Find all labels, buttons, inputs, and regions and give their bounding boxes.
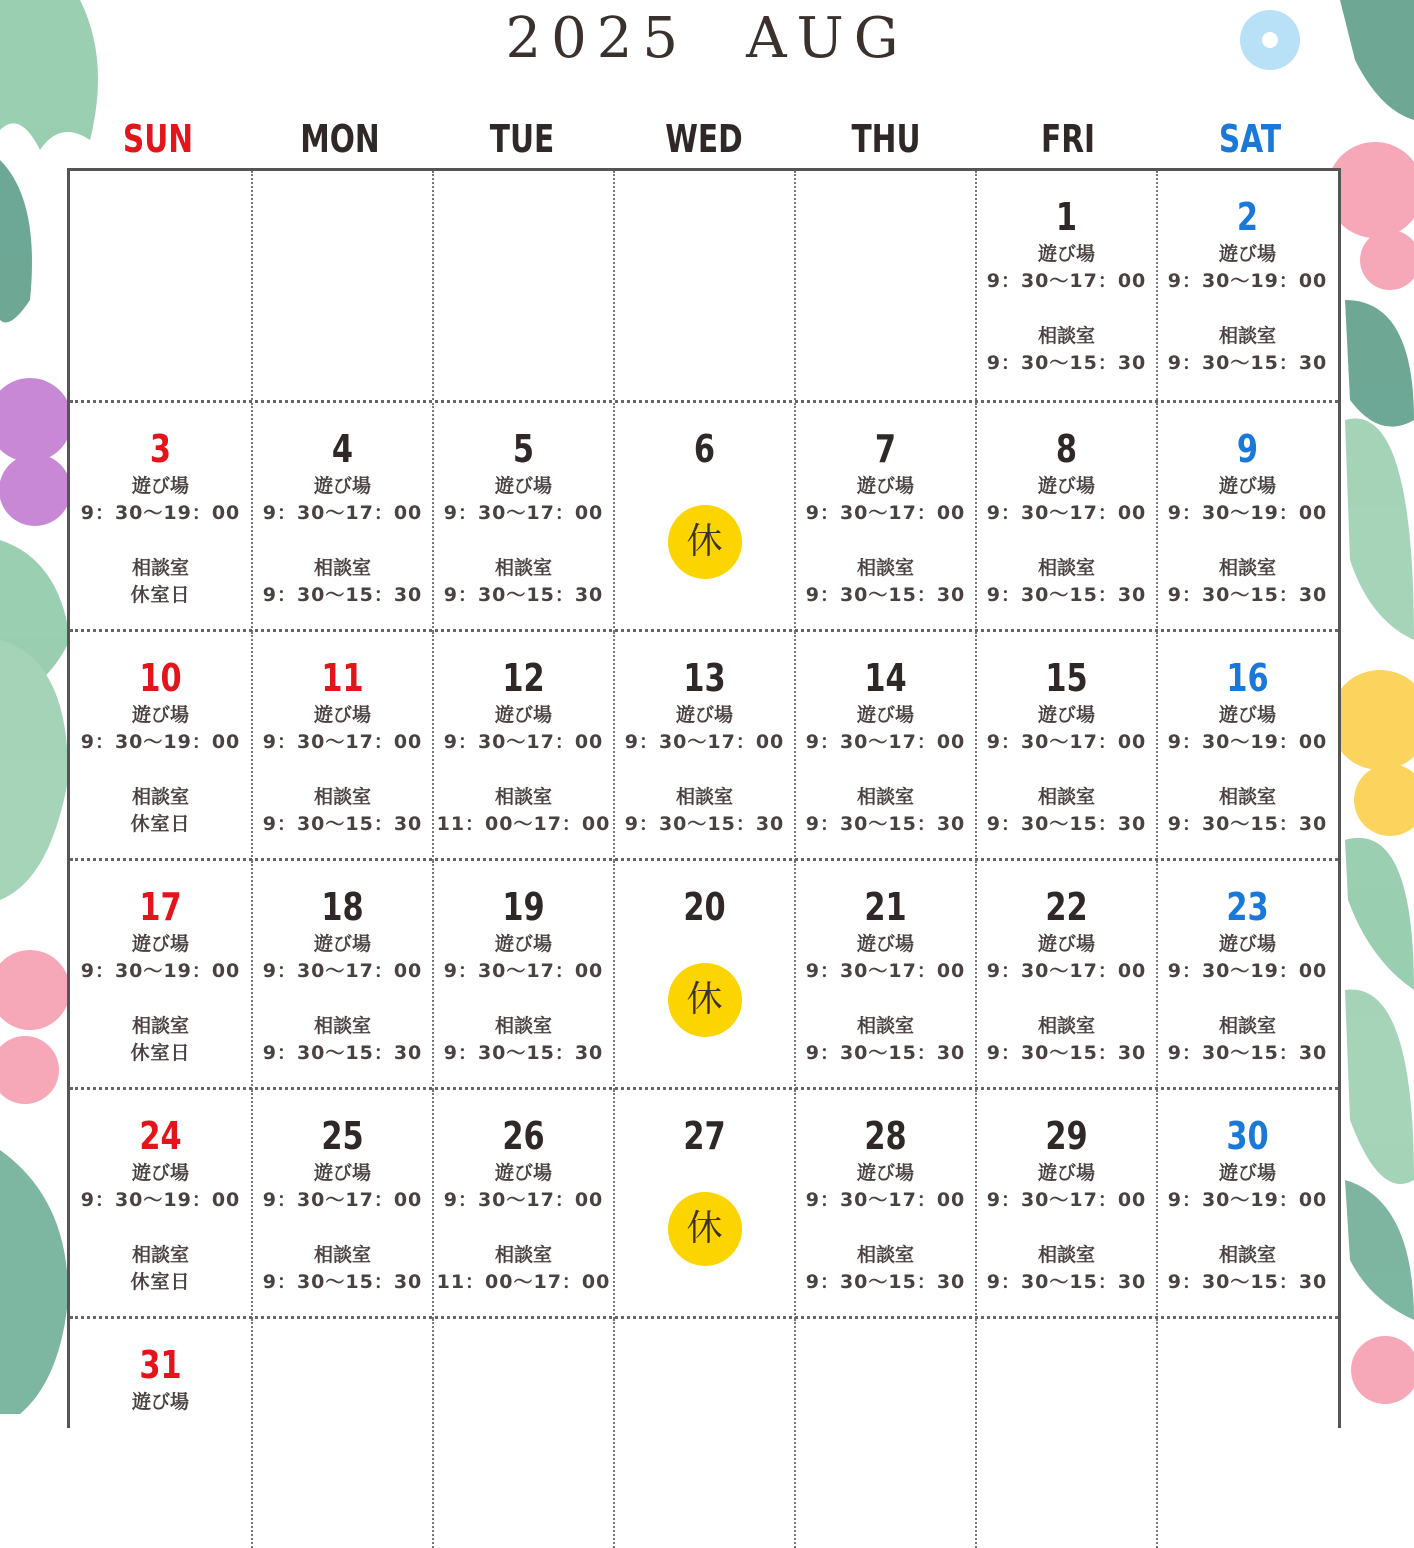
play-area-hours: 9：30〜17：00 [262, 502, 423, 524]
play-area-hours: 9：30〜19：00 [80, 1189, 241, 1211]
play-area-label: 遊び場 [856, 1162, 914, 1184]
consult-room-label: 相談室 [1037, 1015, 1095, 1037]
day-number: 17 [139, 885, 182, 929]
day-number: 4 [331, 427, 354, 471]
weekday-sun: SUN [122, 117, 194, 161]
calendar-day-cell [613, 632, 794, 861]
play-area-label: 遊び場 [494, 475, 552, 497]
consult-room-hours: 9：30〜15：30 [986, 1042, 1147, 1064]
consult-room-label: 相談室 [1037, 1244, 1095, 1266]
calendar-day-cell [432, 1090, 613, 1319]
day-number: 18 [321, 885, 364, 929]
consult-room-hours: 9：30〜15：30 [805, 1042, 966, 1064]
calendar-week-row [70, 858, 1338, 1090]
consult-room-hours: 9：30〜15：30 [1167, 584, 1328, 606]
play-area-label: 遊び場 [1037, 1162, 1095, 1184]
consult-room-label: 相談室 [313, 786, 371, 808]
calendar-day-cell [251, 1319, 432, 1548]
consult-room-label: 相談室 [856, 1015, 914, 1037]
day-number: 3 [149, 427, 172, 471]
play-area-label: 遊び場 [494, 704, 552, 726]
play-area-hours: 9：30〜17：00 [262, 960, 423, 982]
calendar-week-row [70, 171, 1338, 400]
day-number: 13 [683, 656, 726, 700]
calendar-day-cell [432, 403, 613, 632]
play-area-hours: 9：30〜19：00 [80, 960, 241, 982]
consult-room-hours: 休室日 [130, 813, 191, 835]
calendar-day-cell [251, 861, 432, 1090]
calendar-day-cell [794, 632, 975, 861]
consult-room-hours: 9：30〜15：30 [805, 1271, 966, 1293]
play-area-label: 遊び場 [131, 933, 189, 955]
play-area-label: 遊び場 [313, 933, 371, 955]
consult-room-hours: 休室日 [130, 1271, 191, 1293]
consult-room-hours: 9：30〜15：30 [805, 584, 966, 606]
closed-day-badge: 休 [668, 505, 742, 579]
day-number: 21 [864, 885, 907, 929]
consult-room-label: 相談室 [1218, 325, 1276, 347]
calendar-day-cell [1156, 632, 1337, 861]
consult-room-label: 相談室 [1218, 786, 1276, 808]
day-number: 30 [1226, 1114, 1269, 1158]
consult-room-label: 相談室 [856, 786, 914, 808]
consult-room-label: 相談室 [494, 1244, 552, 1266]
day-number: 19 [502, 885, 545, 929]
calendar-day-cell [1156, 171, 1337, 400]
consult-room-label: 相談室 [494, 557, 552, 579]
play-area-label: 遊び場 [494, 933, 552, 955]
closed-day-badge: 休 [668, 1192, 742, 1266]
day-number: 24 [139, 1114, 182, 1158]
play-area-hours: 9：30〜19：00 [1167, 960, 1328, 982]
calendar-day-cell [70, 1319, 251, 1548]
consult-room-hours: 9：30〜15：30 [262, 584, 423, 606]
calendar-week-row [70, 629, 1338, 861]
consult-room-hours: 9：30〜15：30 [262, 813, 423, 835]
calendar-day-cell [975, 1090, 1156, 1319]
play-area-label: 遊び場 [131, 704, 189, 726]
calendar-day-cell [975, 1319, 1156, 1548]
calendar-day-cell [794, 1090, 975, 1319]
calendar-day-cell [432, 861, 613, 1090]
day-number: 10 [139, 656, 182, 700]
consult-room-label: 相談室 [1218, 1244, 1276, 1266]
consult-room-hours: 9：30〜15：30 [443, 1042, 604, 1064]
calendar-day-cell [794, 861, 975, 1090]
calendar-week-row [70, 1087, 1338, 1319]
play-area-hours: 9：30〜17：00 [262, 1189, 423, 1211]
play-area-label: 遊び場 [1218, 243, 1276, 265]
day-number: 29 [1045, 1114, 1088, 1158]
play-area-hours: 9：30〜17：00 [624, 731, 785, 753]
weekday-wed: WED [665, 117, 743, 161]
play-area-hours: 9：30〜19：00 [1167, 270, 1328, 292]
consult-room-label: 相談室 [131, 557, 189, 579]
play-area-hours: 9：30〜19：00 [1167, 502, 1328, 524]
calendar-day-cell [613, 171, 794, 400]
play-area-label: 遊び場 [1037, 475, 1095, 497]
calendar-day-cell [794, 171, 975, 400]
play-area-label: 遊び場 [1218, 1162, 1276, 1184]
calendar-day-cell [432, 1319, 613, 1548]
play-area-hours: 9：30〜17：00 [986, 960, 1147, 982]
day-number: 28 [864, 1114, 907, 1158]
play-area-hours: 9：30〜17：00 [805, 731, 966, 753]
consult-room-hours: 9：30〜15：30 [262, 1271, 423, 1293]
consult-room-hours: 9：30〜15：30 [986, 584, 1147, 606]
consult-room-label: 相談室 [1037, 325, 1095, 347]
day-number: 14 [864, 656, 907, 700]
day-number: 20 [683, 885, 726, 929]
calendar-day-cell [613, 1319, 794, 1548]
calendar-day-cell [1156, 1090, 1337, 1319]
calendar-day-cell [70, 861, 251, 1090]
play-area-label: 遊び場 [1218, 475, 1276, 497]
calendar-day-cell [251, 171, 432, 400]
play-area-label: 遊び場 [313, 475, 371, 497]
consult-room-hours: 9：30〜15：30 [1167, 813, 1328, 835]
play-area-label: 遊び場 [313, 1162, 371, 1184]
consult-room-hours: 9：30〜15：30 [986, 352, 1147, 374]
day-number: 15 [1045, 656, 1088, 700]
calendar-day-cell [432, 632, 613, 861]
day-number: 1 [1055, 195, 1078, 239]
consult-room-label: 相談室 [1037, 786, 1095, 808]
consult-room-hours: 9：30〜15：30 [443, 584, 604, 606]
play-area-label: 遊び場 [131, 1162, 189, 1184]
consult-room-hours: 9：30〜15：30 [1167, 1042, 1328, 1064]
day-number: 31 [139, 1343, 182, 1387]
calendar-day-cell [70, 171, 251, 400]
play-area-label: 遊び場 [856, 475, 914, 497]
calendar-day-cell [794, 1319, 975, 1548]
consult-room-hours: 11：00〜17：00 [436, 813, 611, 835]
weekday-tue: TUE [489, 117, 555, 161]
weekday-mon: MON [300, 117, 380, 161]
consult-room-label: 相談室 [131, 1244, 189, 1266]
consult-room-hours: 休室日 [130, 584, 191, 606]
calendar-day-cell [1156, 861, 1337, 1090]
play-area-label: 遊び場 [1037, 933, 1095, 955]
calendar-day-cell [432, 171, 613, 400]
consult-room-label: 相談室 [494, 1015, 552, 1037]
calendar-day-cell [794, 403, 975, 632]
play-area-hours: 9：30〜19：00 [1167, 731, 1328, 753]
play-area-hours: 9：30〜19：00 [80, 731, 241, 753]
calendar-grid [67, 168, 1341, 1428]
weekday-sat: SAT [1218, 117, 1282, 161]
calendar-day-cell [975, 403, 1156, 632]
consult-room-label: 相談室 [313, 1015, 371, 1037]
play-area-label: 遊び場 [1037, 243, 1095, 265]
play-area-hours: 9：30〜19：00 [80, 502, 241, 524]
weekday-fri: FRI [1040, 117, 1096, 161]
play-area-hours: 9：30〜17：00 [443, 960, 604, 982]
play-area-label: 遊び場 [131, 475, 189, 497]
weekday-header [67, 110, 1341, 168]
play-area-label: 遊び場 [675, 704, 733, 726]
calendar-title [0, 6, 1414, 71]
calendar-year: 2025 [505, 6, 689, 71]
consult-room-label: 相談室 [856, 557, 914, 579]
calendar-day-cell [975, 861, 1156, 1090]
calendar-day-cell [613, 1090, 794, 1319]
calendar-day-cell [70, 632, 251, 861]
closed-day-badge: 休 [668, 963, 742, 1037]
play-area-label: 遊び場 [131, 1391, 189, 1413]
consult-room-hours: 休室日 [130, 1042, 191, 1064]
consult-room-label: 相談室 [1218, 1015, 1276, 1037]
consult-room-hours: 9：30〜15：30 [1167, 1271, 1328, 1293]
play-area-label: 遊び場 [856, 933, 914, 955]
day-number: 11 [321, 656, 364, 700]
play-area-hours: 9：30〜17：00 [986, 731, 1147, 753]
consult-room-hours: 9：30〜15：30 [986, 813, 1147, 835]
day-number: 16 [1226, 656, 1269, 700]
calendar-day-cell [975, 171, 1156, 400]
day-number: 5 [512, 427, 535, 471]
calendar-day-cell [251, 632, 432, 861]
day-number: 27 [683, 1114, 726, 1158]
consult-room-hours: 11：00〜17：00 [436, 1271, 611, 1293]
day-number: 12 [502, 656, 545, 700]
consult-room-label: 相談室 [313, 1244, 371, 1266]
calendar-day-cell [70, 403, 251, 632]
day-number: 26 [502, 1114, 545, 1158]
play-area-hours: 9：30〜17：00 [443, 502, 604, 524]
consult-room-hours: 9：30〜15：30 [262, 1042, 423, 1064]
play-area-hours: 9：30〜17：00 [986, 270, 1147, 292]
day-number: 6 [693, 427, 716, 471]
calendar-day-cell [1156, 1319, 1337, 1548]
consult-room-hours: 9：30〜15：30 [805, 813, 966, 835]
consult-room-label: 相談室 [313, 557, 371, 579]
play-area-hours: 9：30〜17：00 [805, 960, 966, 982]
consult-room-label: 相談室 [675, 786, 733, 808]
consult-room-label: 相談室 [1218, 557, 1276, 579]
play-area-hours: 9：30〜19：00 [1167, 1189, 1328, 1211]
day-number: 8 [1055, 427, 1078, 471]
day-number: 9 [1236, 427, 1259, 471]
consult-room-label: 相談室 [131, 786, 189, 808]
play-area-label: 遊び場 [1218, 704, 1276, 726]
play-area-hours: 9：30〜17：00 [805, 502, 966, 524]
weekday-thu: THU [851, 117, 921, 161]
consult-room-label: 相談室 [131, 1015, 189, 1037]
play-area-label: 遊び場 [856, 704, 914, 726]
calendar-week-row [70, 1316, 1338, 1548]
day-number: 7 [874, 427, 897, 471]
consult-room-hours: 9：30〜15：30 [624, 813, 785, 835]
play-area-hours: 9：30〜17：00 [805, 1189, 966, 1211]
play-area-label: 遊び場 [1218, 933, 1276, 955]
play-area-hours: 9：30〜17：00 [986, 1189, 1147, 1211]
day-number: 23 [1226, 885, 1269, 929]
play-area-hours: 9：30〜17：00 [443, 731, 604, 753]
consult-room-label: 相談室 [1037, 557, 1095, 579]
play-area-hours: 9：30〜17：00 [262, 731, 423, 753]
calendar-day-cell [975, 632, 1156, 861]
play-area-label: 遊び場 [494, 1162, 552, 1184]
play-area-hours: 9：30〜17：00 [443, 1189, 604, 1211]
calendar-day-cell [613, 403, 794, 632]
calendar-week-row [70, 400, 1338, 632]
calendar-day-cell [251, 403, 432, 632]
calendar-month: AUG [746, 6, 909, 71]
play-area-label: 遊び場 [1037, 704, 1095, 726]
day-number: 2 [1236, 195, 1259, 239]
day-number: 25 [321, 1114, 364, 1158]
consult-room-hours: 9：30〜15：30 [1167, 352, 1328, 374]
play-area-label: 遊び場 [313, 704, 371, 726]
calendar-day-cell [70, 1090, 251, 1319]
day-number: 22 [1045, 885, 1088, 929]
calendar-day-cell [251, 1090, 432, 1319]
consult-room-hours: 9：30〜15：30 [986, 1271, 1147, 1293]
consult-room-label: 相談室 [856, 1244, 914, 1266]
calendar-day-cell [613, 861, 794, 1090]
consult-room-label: 相談室 [494, 786, 552, 808]
play-area-hours: 9：30〜17：00 [986, 502, 1147, 524]
calendar-day-cell [1156, 403, 1337, 632]
